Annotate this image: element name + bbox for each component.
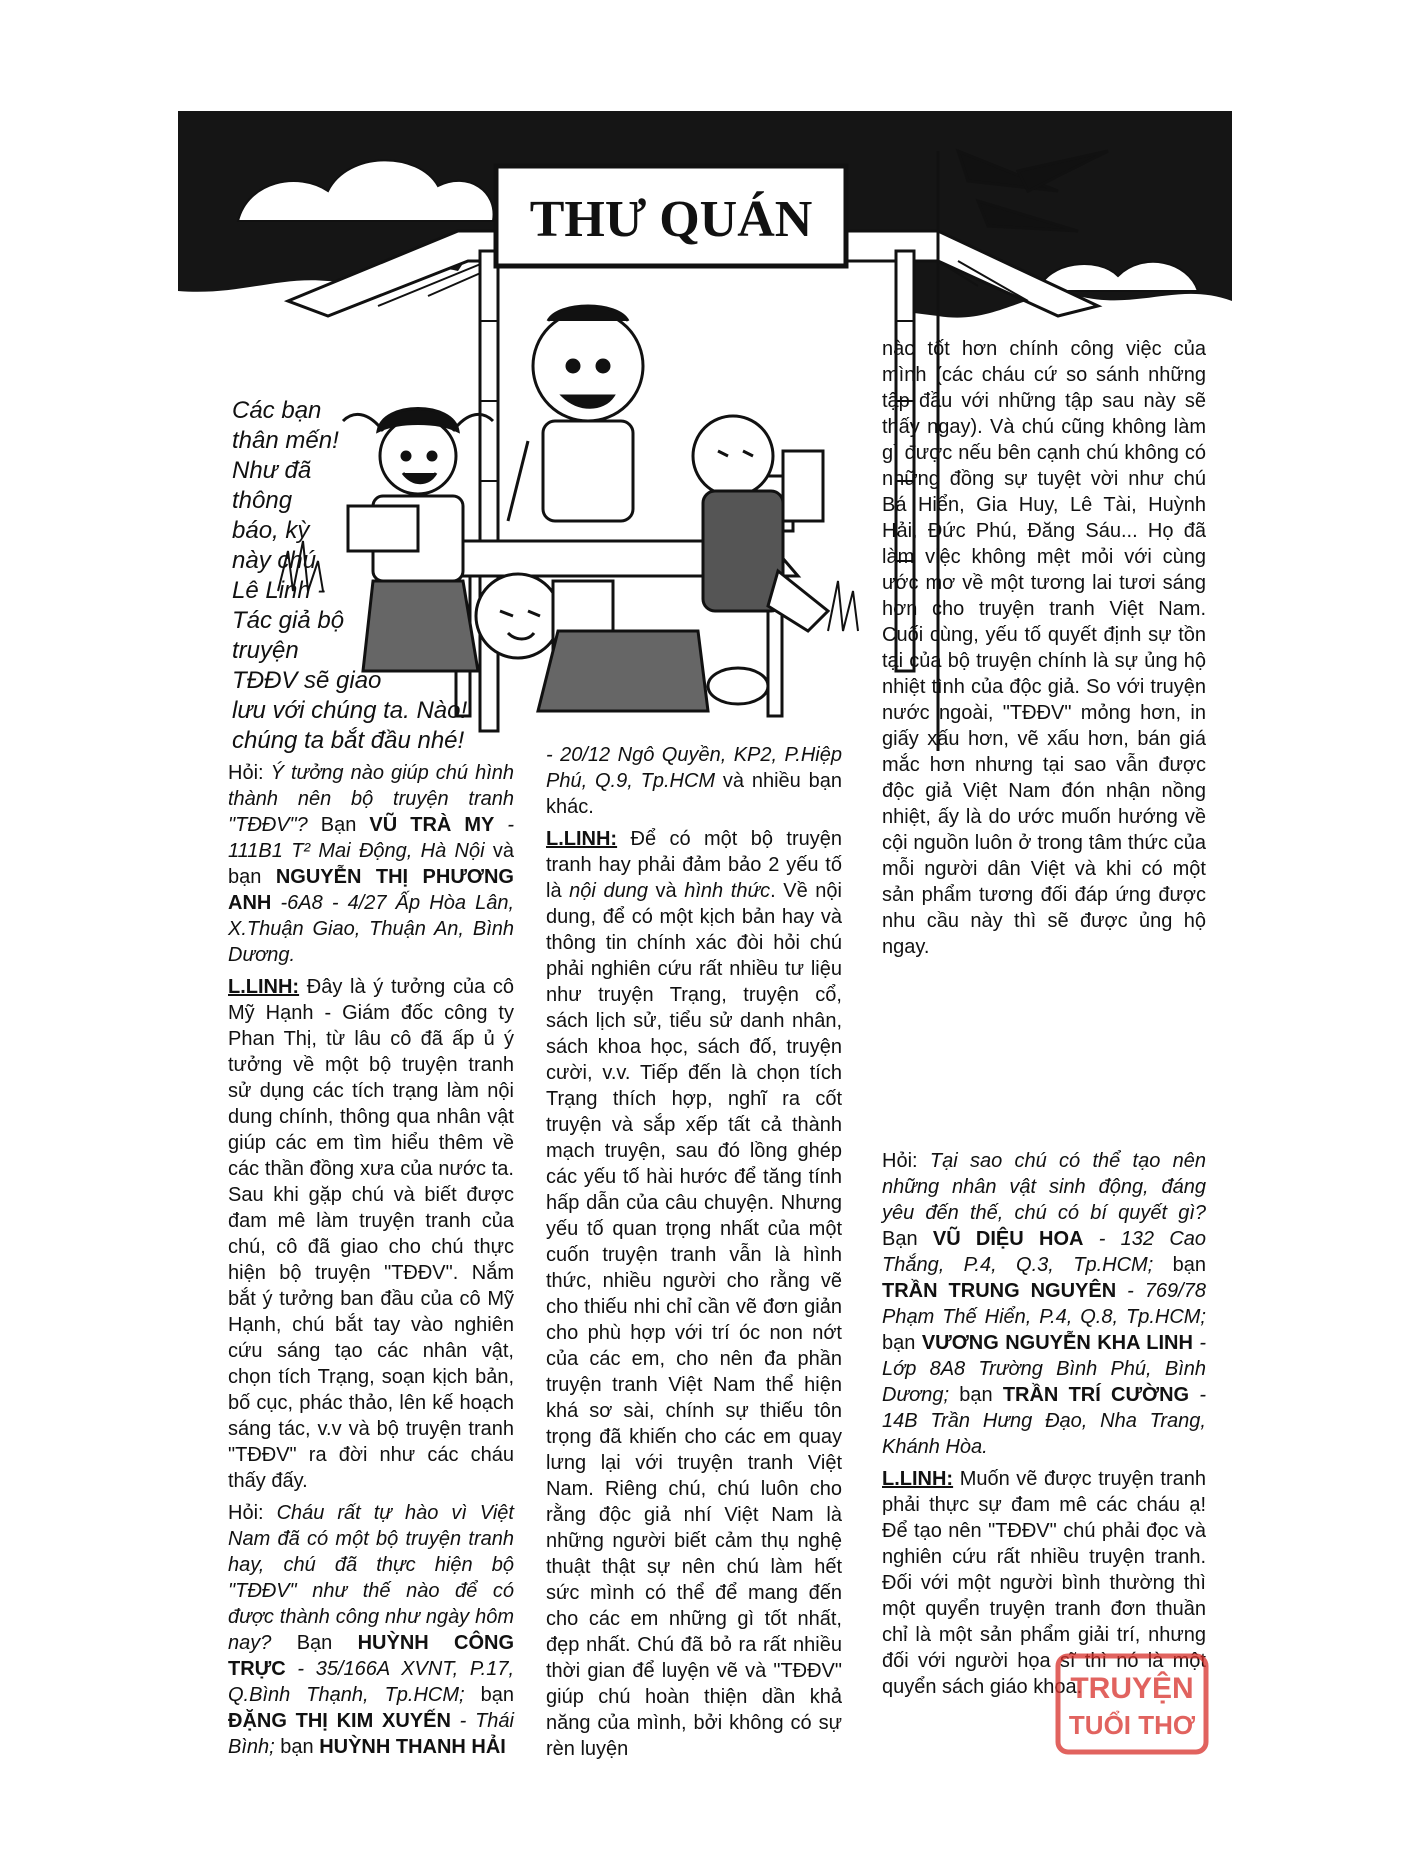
intro-line: chúng ta bắt đầu nhé! <box>232 727 465 754</box>
character-old-man <box>693 416 828 631</box>
column-3-top <box>882 336 1206 966</box>
intro-line: Như đã <box>232 457 312 484</box>
answer-2-continued: nào tốt hơn chính công việc của mình (các cháu cứ so sánh những tập đầu với những tập sau này sẽ thấy ngay). Và chú cũng không làm gì được nếu bên cạnh chú không có những đồng sự tuyệt vời như chú Bá Hiển, Gia Huy, Lê Tài, Huỳnh Hải, Đức Phú, Đăng Sáu... Họ đã làm việc không mệt mỏi với cùng ước mơ về một tương lai tươi sáng hơn cho truyện tranh Việt Nam. Cuối cùng, yếu tố quyết định sự tồn tại của bộ truyện chính là sự ủng hộ nhiệt tình của độc giả. So với truyện nước ngoài, "TĐĐV" mỏng hơn, in giấy xấu hơn, vẽ xấu hơn, bán giá mắc hơn nhưng tại sao vẫn được độc giả Việt Nam đón nhận nồng nhiệt, ấy là do ước muốn hướng về cội nguồn luôn ở trong tâm thức của mỗi người dân Việt và khi có một sản phẩm tương đối đáp ứng được nhu cầu này thì sẽ được ủng hộ ngay. <box>882 338 1206 958</box>
question-2-continued: - 20/12 Ngô Quyền, KP2, P.Hiệp Phú, Q.9, Tp.HCM và nhiều bạn khác. <box>546 744 843 818</box>
intro-line: Lê Linh - <box>232 577 326 604</box>
intro-line: báo, kỳ <box>232 517 310 544</box>
intro-line: này chú <box>232 547 317 574</box>
question-1: Hỏi: Ý tưởng nào giúp chú hình thành nên bộ truyện tranh "TĐĐV"? Bạn VŨ TRÀ MY - 111B1 T² Mai Động, Hà Nội và bạn NGUYỄN THỊ PHƯƠNG ANH -6A8 - 4/27 Ấp Hòa Lân, X.Thuận Giao, Thuận An, Bình Dương. <box>228 762 515 966</box>
intro-line: thân mến! <box>232 427 339 454</box>
watermark-line-1: TRUYỆN <box>1070 1672 1194 1705</box>
intro-text <box>232 396 562 756</box>
answer-1: L.LINH: Đây là ý tưởng của cô Mỹ Hạnh - Giám đốc công ty Phan Thị, từ lâu cô đã ấp ủ ý tưởng về một bộ truyện tranh sử dụng các tích trạng làm nội dung chính, thông qua nhân vật giúp các em tìm hiểu thêm về các thần đồng xưa của nước ta. Sau khi gặp chú và biết được đam mê làm truyện tranh của chú, cô đã giao cho chú thực hiện bộ truyện "TĐĐV". Nắm bắt ý tưởng ban đầu của cô Mỹ Hạnh, chú bắt tay vào nghiên cứu sáng tạo các nhân vật, chọn tích Trạng, soạn kịch bản, bố cục, phác thảo, lên kế hoạch sáng tác, v.v và bộ truyện tranh "TĐĐV" ra đời như các cháu thấy đấy. <box>228 976 514 1492</box>
intro-line: truyện <box>232 637 299 664</box>
intro-line: Tác giả bộ <box>232 607 345 634</box>
sign-title: THƯ QUÁN <box>529 191 813 248</box>
question-3: Hỏi: Tại sao chú có thể tạo nên những nhân vật sinh động, đáng yêu đến thế, chú có bí quyết gì? Bạn VŨ DIỆU HOA - 132 Cao Thắng, P.4, Q.3, Tp.HCM; bạn TRẦN TRUNG NGUYÊN - 769/78 Phạm Thế Hiển, P.4, Q.8, Tp.HCM; bạn VƯƠNG NGUYỄN KHA LINH - Lớp 8A8 Trường Bình Phú, Bình Dương; bạn TRẦN TRÍ CƯỜNG - 14B Trần Hưng Đạo, Nha Trang, Khánh Hòa. <box>882 1150 1207 1458</box>
intro-line: thông <box>232 487 293 514</box>
answer-2: L.LINH: Để có một bộ truyện tranh hay phải đảm bảo 2 yếu tố là nội dung và hình thức. Về nội dung, để có một kịch bản hay và thông tin chính xác đòi hỏi chú phải nghiên cứu rất nhiều tư liệu như truyện Trạng, truyện cổ, sách lịch sử, tiểu sử danh nhân, sách khoa học, sách đố, truyện cười, v.v. Tiếp đến là chọn tích Trạng thích hợp, nghĩ ra cốt truyện và sắp xếp tất cả thành mạch truyện, sau đó lồng ghép các yếu tố hài hước để tăng tính hấp dẫn của câu chuyện. Nhưng yếu tố quan trọng nhất của một cuốn truyện tranh vẫn là hình thức, nhiều người cho rằng vẽ cho thiếu nhi chỉ cần vẽ đơn giản cho phù hợp với trí óc non nớt của các em, cho nên đa phần truyện tranh Việt Nam thể hiện khá sơ sài, chính sự thiếu tôn trọng đã khiến cho các em quay lưng lại với truyện tranh Việt Nam. Riêng chú, chú luôn cho rằng độc giả nhí Việt Nam là những người biết cảm thụ nghệ thuật thật sự nên chú làm hết sức mình có thể để mang đến cho các em những gì tốt nhất, đẹp nhất. Chú đã bỏ ra rất nhiều thời gian để luyện vẽ và "TĐĐV" giúp chú hoàn thiện dần khả năng của mình, bởi không có sự rèn luyện <box>546 828 843 1760</box>
column-2 <box>546 742 842 1768</box>
column-1 <box>228 760 514 1766</box>
question-2: Hỏi: Cháu rất tự hào vì Việt Nam đã có một bộ truyện tranh hay, chú đã thực hiện bộ "TĐĐV" như thế nào để có được thành công như ngày hôm nay? Bạn HUỲNH CÔNG TRỰC - 35/166A XVNT, P.17, Q.Bình Thạnh, Tp.HCM; bạn ĐẶNG THỊ KIM XUYẾN - Thái Bình; bạn HUỲNH THANH HẢI <box>228 1502 515 1758</box>
watermark-line-2: TUỔI THƠ <box>1068 1710 1196 1740</box>
answer-3: L.LINH: Muốn vẽ được truyện tranh phải thực sự đam mê các cháu ạ! Để tạo nên "TĐĐV" chú phải đọc và nghiên cứu rất nhiều truyện tranh. Đối với một người bình thường thì một quyển truyện tranh đơn thuần chỉ là một sản phẩm giải trí, nhưng đối với người họa sĩ thì nó là một quyển sách giáo khoa. <box>882 1468 1206 1698</box>
watermark-logo <box>1052 1650 1212 1758</box>
intro-line: Các bạn <box>232 397 322 424</box>
intro-line: TĐĐV sẽ giao <box>232 667 382 694</box>
column-3 <box>882 1148 1206 1706</box>
intro-line: lưu với chúng ta. Nào! <box>232 697 468 724</box>
